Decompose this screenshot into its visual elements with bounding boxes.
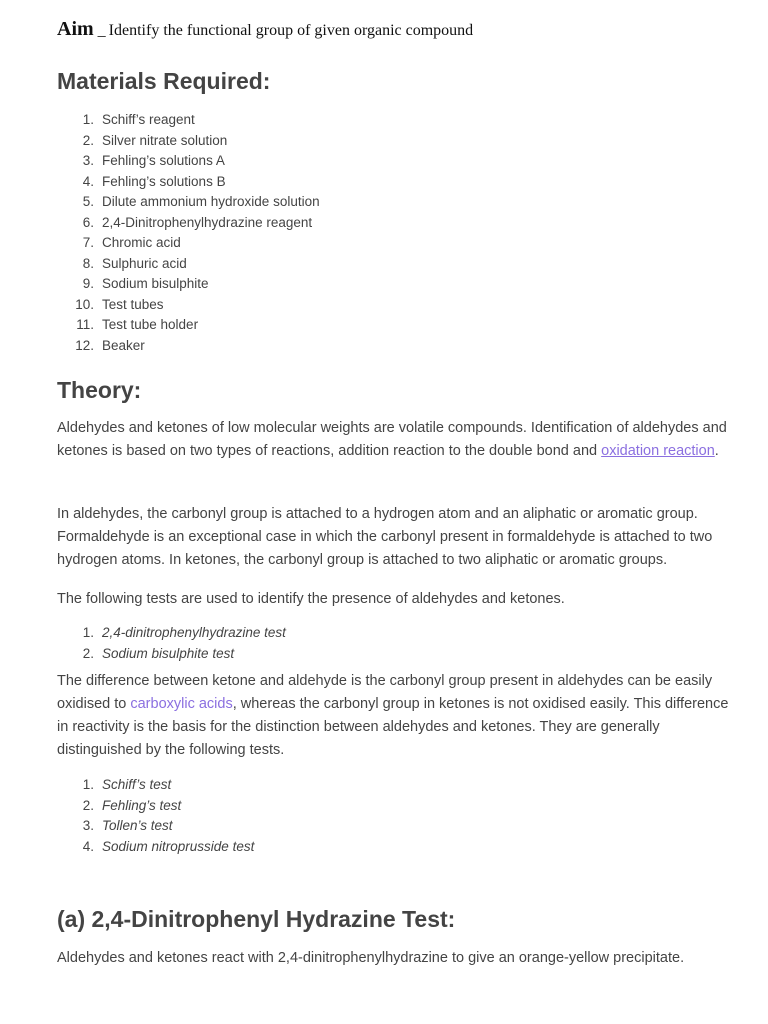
paragraph-text: The difference between ketone and aldehyde is the carbonyl group present in aldehydes can be easily oxidised to: [57, 673, 713, 712]
list-number: 4.: [82, 838, 94, 854]
paragraph-text: Aldehydes and ketones of low molecular weights are volatile compounds. Identification of aldehydes and ketones is based on two types of reactions, addition reaction to the double bond and: [57, 420, 727, 459]
materials-list: [57, 110, 320, 356]
list-item: [57, 233, 320, 254]
list-item: [57, 295, 320, 316]
paragraph-text: .: [714, 443, 719, 459]
list-item: [57, 623, 286, 644]
list-text: Silver nitrate solution: [102, 132, 228, 148]
list-number: 8.: [82, 255, 94, 271]
paragraph-text: , whereas the carbonyl group in ketones is not oxidised easily. This difference in reactivity is the basis for the distinction between aldehydes and ketones. They are generally distinguished by the following tests.: [57, 696, 729, 758]
oxidation-reaction-link[interactable]: oxidation reaction: [601, 443, 715, 459]
carboxylic-acids-link[interactable]: carboxylic acids: [130, 696, 233, 712]
list-item: [57, 315, 320, 336]
list-text: Test tubes: [102, 296, 164, 312]
list-number: 1.: [82, 112, 94, 127]
list-number: 1.: [82, 777, 94, 792]
list-item: [57, 336, 320, 357]
theory-paragraph-1: [57, 417, 730, 463]
list-text: Sodium bisulphite test: [102, 645, 235, 661]
list-item: [57, 796, 254, 817]
list-text: 2,4-Dinitrophenylhydrazine reagent: [102, 214, 313, 230]
list-number: 3.: [82, 153, 94, 168]
list-text: Sodium nitroprusside test: [102, 838, 255, 854]
list-number: 2.: [82, 797, 94, 813]
tests-list-a: [57, 623, 286, 664]
list-text: Tollen’s test: [102, 818, 173, 833]
tests-list-b: [57, 775, 254, 857]
aim-text: Identify the functional group of given organic compound: [108, 22, 474, 39]
list-text: Fehling’s test: [102, 797, 182, 813]
list-text: Dilute ammonium hydroxide solution: [102, 194, 320, 209]
aim-line: [57, 18, 473, 41]
list-item: [57, 213, 320, 234]
list-item: [57, 775, 254, 796]
list-text: Beaker: [102, 337, 145, 353]
list-number: 3.: [82, 818, 94, 833]
list-item: [57, 644, 286, 665]
aim-label: Aim: [57, 18, 94, 40]
dnp-test-paragraph: Aldehydes and ketones react with 2,4-dinitrophenylhydrazine to give an orange-yellow precipitate.: [57, 950, 685, 966]
theory-heading: Theory:: [57, 377, 142, 403]
list-item: [57, 151, 320, 172]
list-number: 12.: [75, 337, 94, 353]
list-number: 10.: [75, 296, 94, 312]
list-number: 9.: [82, 276, 94, 291]
list-text: Schiff’s reagent: [102, 112, 195, 127]
list-item: [57, 254, 320, 275]
list-text: Schiff’s test: [102, 777, 172, 792]
theory-paragraph-2: In aldehydes, the carbonyl group is attached to a hydrogen atom and an aliphatic or aromatic group. Formaldehyde is an exceptional case in which the carbonyl present in formaldehyde is attached to two hydrogen atoms. In ketones, the carbonyl group is attached to two aliphatic or aromatic groups.: [57, 506, 713, 568]
list-item: [57, 172, 320, 193]
list-text: 2,4-dinitrophenylhydrazine test: [102, 625, 286, 640]
list-item: [57, 816, 254, 837]
list-item: [57, 837, 254, 858]
dnp-test-heading: (a) 2,4-Dinitrophenyl Hydrazine Test:: [57, 906, 456, 932]
list-item: [57, 131, 320, 152]
list-number: 2.: [82, 645, 94, 661]
aim-separator: _: [97, 22, 106, 39]
theory-paragraph-3: The following tests are used to identify the presence of aldehydes and ketones.: [57, 591, 565, 607]
list-text: Sodium bisulphite: [102, 276, 209, 291]
list-item: [57, 110, 320, 131]
list-text: Fehling’s solutions B: [102, 173, 226, 189]
list-item: [57, 192, 320, 213]
list-number: 1.: [82, 625, 94, 640]
list-text: Test tube holder: [102, 317, 199, 332]
list-item: [57, 274, 320, 295]
list-number: 2.: [82, 132, 94, 148]
theory-paragraph-4: [57, 670, 730, 762]
list-number: 4.: [82, 173, 94, 189]
materials-heading: Materials Required:: [57, 68, 271, 94]
list-text: Fehling’s solutions A: [102, 153, 225, 168]
list-number: 5.: [82, 194, 94, 209]
list-text: Chromic acid: [102, 235, 181, 250]
list-number: 6.: [82, 214, 94, 230]
list-number: 7.: [82, 235, 94, 250]
list-number: 11.: [76, 317, 94, 332]
list-text: Sulphuric acid: [102, 255, 187, 271]
